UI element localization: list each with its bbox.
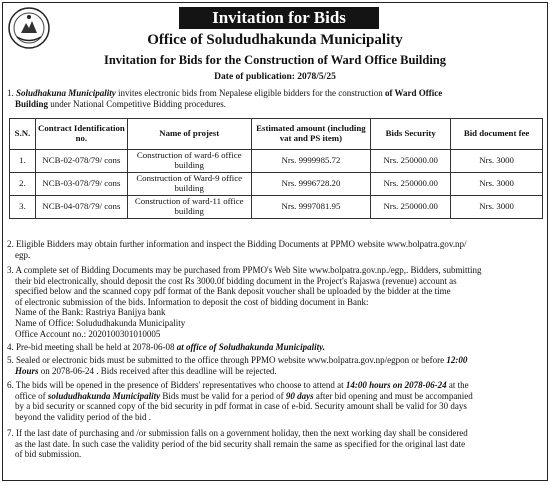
table-cell: Construction of ward-11 office building <box>127 196 251 219</box>
clause-2: 2. Eligible Bidders may obtain further information and inspect the Bidding Documents at PPMO website www.bolpatra.gov.np/ egp. <box>7 239 467 260</box>
table-cell: Nrs. 250000.00 <box>371 150 451 173</box>
table-cell: Nrs. 9996728.20 <box>251 173 371 196</box>
table-cell: Nrs. 250000.00 <box>371 196 451 219</box>
table-cell: Nrs. 9999985.72 <box>251 150 371 173</box>
table-cell: Nrs. 3000 <box>451 150 543 173</box>
column-header: Bid document fee <box>451 119 543 150</box>
column-header: Contract Identification no. <box>35 119 127 150</box>
notice-subtitle: Invitation for Bids for the Construction of Ward Office Building <box>103 53 447 67</box>
table-cell: Nrs. 250000.00 <box>371 173 451 196</box>
table-cell: Construction of Ward-9 office building <box>127 173 251 196</box>
clause-3: 3. A complete set of Bidding Documents may be purchased from PPMO's Web Site www.bolpatra.gov.np./egp,. Bidders, submitting their bid electronically, should deposit the cost Rs 3000.0f bidding document in the Project's Rajaswa (revenue) account as specified below and the scanned copy pdf format of the Bank deposit voucher shall be uploaded by the bidder at the time of electronic submission of the bids. Information to deposit the cost of bidding document in Bank: Name of the Bank: Rastriya Banijya bank Name of Office: Solududhakunda Municipality Office Account no.: 2020100301010005 <box>7 265 482 339</box>
clause-6: 6. The bids will be opened in the presence of Bidders' representatives who choose to attend at 14:00 hours on 2078-06-24 at the office of solududhakunda Municipality Bids must be valid for a period of 90 days after bid opening and must be accompanied by a bid security or scanned copy of the bid security in pdf format in case of e-bid. Security amount shall be valid for 30 days beyond the validity period of the bid . <box>7 380 473 422</box>
clause-4: 4. Pre-bid meeting shall be held at 2078-06-08 at office of Soludhakunda Municipality. <box>7 342 325 352</box>
table-header-row <box>10 119 543 150</box>
column-header: Name of projest <box>127 119 251 150</box>
office-title: Office of Solududhakunda Municipality <box>147 32 403 48</box>
table-row <box>10 196 543 219</box>
clause-1: 1. Soludhakuna Municipality invites electronic bids from Nepalese eligible bidders for the construction of Ward Office Building under National Competitive Bidding procedures. <box>7 88 443 109</box>
column-header: S.N. <box>10 119 36 150</box>
table-cell: Nrs. 3000 <box>451 196 543 219</box>
office-account: Office Account no.: 2020100301010005 <box>15 328 161 339</box>
column-header: Estimated amount (including vat and PS item) <box>251 119 371 150</box>
invitation-banner: Invitation for Bids <box>179 7 379 29</box>
bids-table <box>9 118 543 219</box>
office-name: Name of Office: Solududhakunda Municipality <box>15 317 186 328</box>
publication-date: Date of publication: 2078/5/25 <box>214 72 336 82</box>
entity-name: Soludhakuna Municipality <box>16 88 116 98</box>
table-cell: NCB-03-078/79/ cons <box>35 173 127 196</box>
clause-7: 7. If the last date of purchasing and /or submission falls on a government holiday, then the next working day shall be considered as the last date. In such case the validity period of the bid security shall remain the same as specified for the original last date of bid submission. <box>7 428 468 460</box>
table-cell: 1. <box>10 150 36 173</box>
table-row <box>10 150 543 173</box>
table-cell: 3. <box>10 196 36 219</box>
table-cell: 2. <box>10 173 36 196</box>
table-cell: Construction of ward-6 office building <box>127 150 251 173</box>
notice-page <box>2 2 548 481</box>
table-cell: Nrs. 9997081.95 <box>251 196 371 219</box>
column-header: Bids Security <box>371 119 451 150</box>
table-cell: NCB-02-078/79/ cons <box>35 150 127 173</box>
table-cell: Nrs. 3000 <box>451 173 543 196</box>
table-cell: NCB-04-078/79/ cons <box>35 196 127 219</box>
clause-5: 5. Sealed or electronic bids must be submitted to the office through PPMO website www.bolpatra.gov.np/egpon or before 12:00 Hours on 2078-06-24 . Bids received after this deadline will be rejected. <box>7 355 468 376</box>
table-row <box>10 173 543 196</box>
bank-name: Name of the Bank: Rastriya Banijya bank <box>15 307 166 318</box>
